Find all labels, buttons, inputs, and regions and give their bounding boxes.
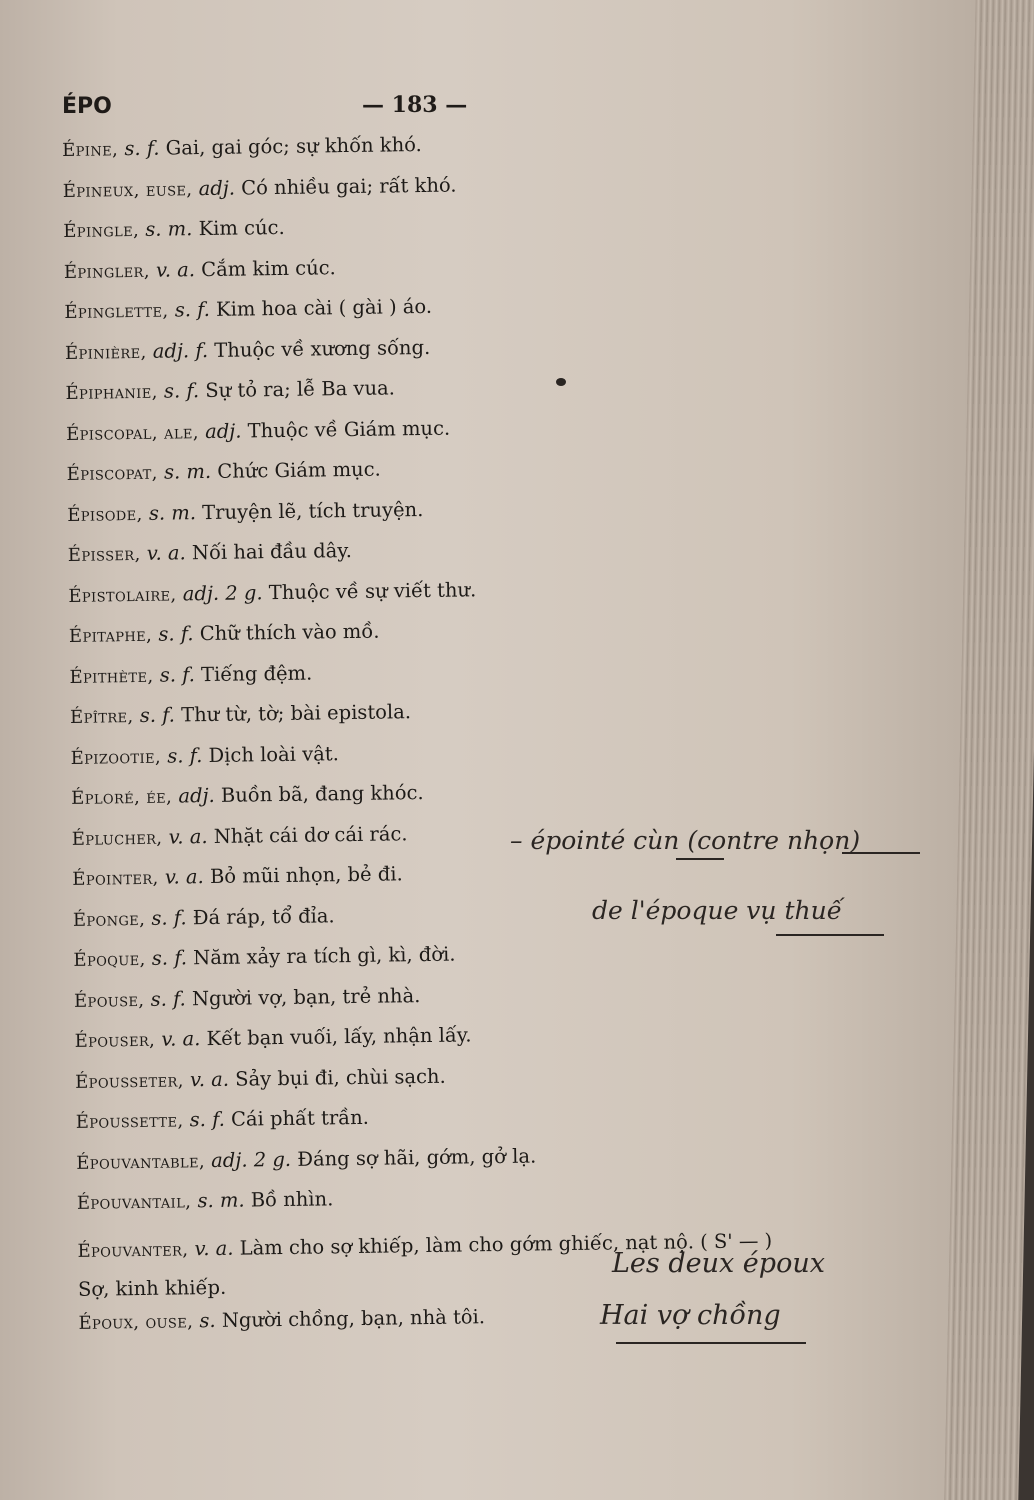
entry-headword: Épître, <box>69 706 134 728</box>
entry-part-of-speech: adj. <box>178 783 215 808</box>
entry-part-of-speech: adj. f. <box>152 338 209 363</box>
entry-definition: Thuộc về sự viết thư. <box>268 577 477 604</box>
entry-part-of-speech: s. f. <box>150 986 186 1011</box>
note-underline <box>776 934 884 936</box>
entry-definition: Sự tỏ ra; lễ Ba vua. <box>205 376 396 403</box>
entry-headword: Épithète, <box>69 665 154 688</box>
entry-headword: Épouvantail, <box>76 1191 192 1214</box>
entry-definition: Chức Giám mục. <box>217 457 381 483</box>
note-underline <box>676 858 724 860</box>
entry-headword: Épouvantable, <box>76 1150 206 1174</box>
entry-headword: Épitaphe, <box>68 624 153 647</box>
entry-part-of-speech: s. m. <box>148 500 197 525</box>
entry-definition: Tiếng đệm. <box>200 661 313 686</box>
entry-part-of-speech: s. f. <box>124 136 160 161</box>
entry-part-of-speech: s. f. <box>151 946 188 970</box>
entry-definition: Thuộc về xương sống. <box>214 335 431 362</box>
page-number: — 183 — <box>362 92 468 118</box>
entry-part-of-speech: s. m. <box>145 217 193 241</box>
entry-part-of-speech: s. f. <box>189 1107 225 1132</box>
note-underline <box>616 1342 806 1344</box>
entry-definition: Đá ráp, tổ đỉa. <box>192 903 335 929</box>
entry-definition: Thư từ, tờ; bài epistola. <box>180 700 412 727</box>
entry-part-of-speech: v. a. <box>155 257 196 282</box>
entry-part-of-speech: v. a. <box>168 824 208 849</box>
entry-headword: Épouvanter, <box>77 1238 189 1262</box>
entry-part-of-speech: adj. <box>198 176 236 200</box>
entry-headword: Épiphanie, <box>65 381 158 404</box>
section-label: ÉPO <box>62 94 112 119</box>
entry-headword: Épingle, <box>63 219 140 242</box>
entry-headword: Époque, <box>73 948 146 971</box>
entry-headword: Épine, <box>62 139 119 161</box>
note-underline <box>842 852 920 854</box>
entry-headword: Épisode, <box>67 503 143 526</box>
entry-definition: Thuộc về Giám mục. <box>247 416 451 442</box>
entry-definition: Sảy bụi đi, chùi sạch. <box>234 1064 446 1091</box>
handwritten-note: de l'époque vụ thuế <box>592 896 843 925</box>
entry-definition: Có nhiều gai; rất khó. <box>241 172 457 200</box>
entry-definition: Chữ thích vào mồ. <box>199 619 380 646</box>
entry-headword: Épouse, <box>73 989 145 1012</box>
handwritten-note: Les deux époux <box>612 1248 825 1279</box>
entry-headword: Époussette, <box>75 1110 184 1133</box>
entry-definition: Làm cho sợ khiếp, làm cho gớm ghiếc, nạt nộ. ( S' — ) Sợ, kinh khiếp. <box>77 1228 773 1301</box>
entry-headword: Épingler, <box>63 260 151 283</box>
entry-headword: Épisser, <box>67 543 141 566</box>
entry-part-of-speech: s. m. <box>197 1188 245 1213</box>
entry-definition: Buồn bã, đang khóc. <box>220 781 424 807</box>
entry-definition: Kim hoa cài ( gài ) áo. <box>215 294 433 321</box>
entry-definition: Cắm kim cúc. <box>201 255 336 281</box>
entry-part-of-speech: adj. 2 g. <box>182 580 263 605</box>
entry-headword: Éponge, <box>72 908 146 931</box>
entry-definition: Bỏ mũi nhọn, bẻ đi. <box>209 862 403 889</box>
handwritten-note: Hai vợ chồng <box>600 1300 781 1331</box>
entry-definition: Kết bạn vuối, lấy, nhận lấy. <box>206 1023 472 1051</box>
entry-part-of-speech: s. f. <box>139 703 176 727</box>
entry-part-of-speech: v. a. <box>161 1027 201 1051</box>
entry-part-of-speech: s. f. <box>174 297 211 322</box>
entry-headword: Éplucher, <box>71 827 163 850</box>
entry-definition: Bồ nhìn. <box>250 1187 334 1212</box>
page-header <box>62 92 582 128</box>
entry-definition: Gai, gai góc; sự khốn khó. <box>165 132 422 160</box>
entry-definition: Nối hai đầu dây. <box>191 538 353 565</box>
entry-headword: Épizootie, <box>70 746 162 769</box>
entry-part-of-speech: v. a. <box>164 865 204 889</box>
entry-headword: Épiscopat, <box>66 462 158 485</box>
entry-definition: Cái phất trần. <box>230 1105 370 1131</box>
entry-part-of-speech: s. f. <box>158 622 194 646</box>
entry-definition: Dịch loài vật. <box>208 741 339 767</box>
entry-headword: Épinière, <box>64 341 147 364</box>
entry-part-of-speech: s. f. <box>159 662 196 687</box>
entry-definition: Truyện lẽ, tích truyện. <box>201 497 424 524</box>
entry-definition: Người vợ, bạn, trẻ nhà. <box>191 983 421 1010</box>
entry-part-of-speech: s. <box>199 1308 216 1332</box>
entry-headword: Épointer, <box>72 867 159 890</box>
entry-headword: Éploré, ée, <box>71 786 173 809</box>
entry-part-of-speech: s. f. <box>167 743 203 768</box>
entry-definition: Nhặt cái dơ cái rác. <box>213 821 408 848</box>
entry-headword: Épineux, euse, <box>62 178 193 202</box>
entry-definition: Năm xảy ra tích gì, kì, đời. <box>193 942 456 970</box>
entry-headword: Époux, ouse, <box>78 1310 194 1334</box>
entry-part-of-speech: v. a. <box>194 1236 234 1260</box>
entry-definition: Người chồng, bạn, nhà tôi. <box>221 1304 486 1332</box>
handwritten-note: – épointé cùn (contre nhọn) <box>510 826 861 855</box>
entry-part-of-speech: v. a. <box>146 541 186 565</box>
entry-part-of-speech: s. m. <box>163 459 212 484</box>
entry-definition: Kim cúc. <box>198 215 285 241</box>
entry-definition: Đáng sợ hãi, gớm, gở lạ. <box>297 1143 537 1171</box>
entry-headword: Épistolaire, <box>68 583 177 607</box>
entry-headword: Épinglette, <box>64 300 169 323</box>
entry-headword: Épouser, <box>74 1029 156 1052</box>
entry-headword: Épiscopal, ale, <box>65 421 200 445</box>
entry-part-of-speech: adj. <box>204 419 242 443</box>
ink-spot <box>556 378 566 386</box>
entry-headword: Épousseter, <box>75 1069 184 1093</box>
entry-part-of-speech: adj. 2 g. <box>211 1147 292 1172</box>
entry-part-of-speech: v. a. <box>189 1067 230 1091</box>
entry-part-of-speech: s. f. <box>163 379 200 403</box>
dictionary-entries <box>62 127 839 1350</box>
entry-part-of-speech: s. f. <box>151 905 187 930</box>
